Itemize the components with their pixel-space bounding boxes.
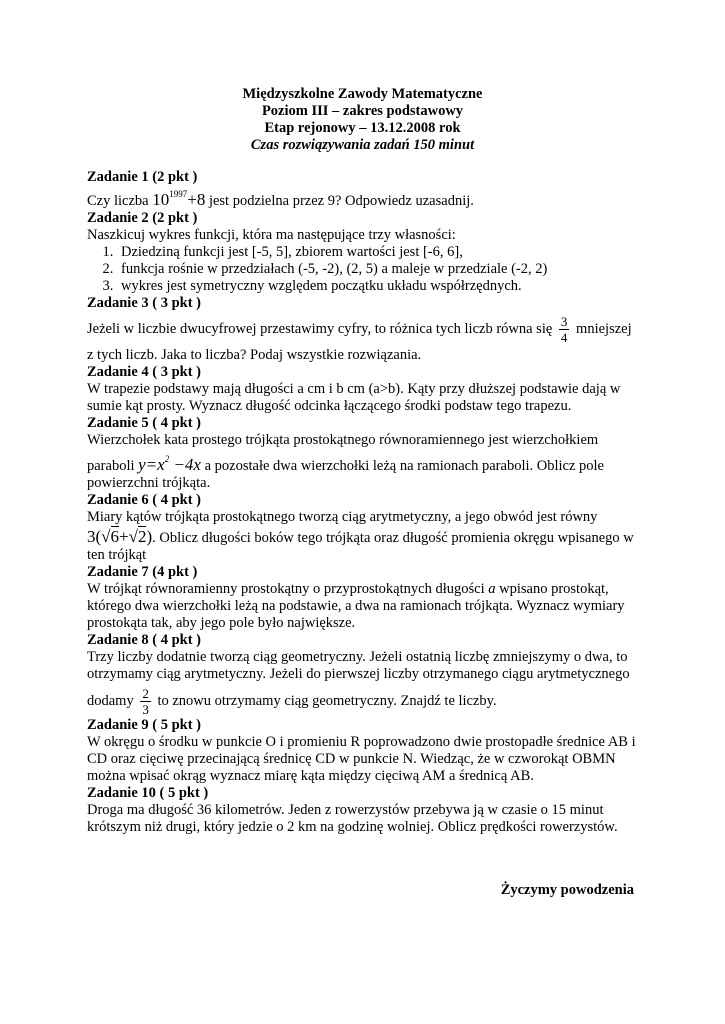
task-10-title: Zadanie 10 ( 5 pkt ) xyxy=(87,785,209,801)
task-5-post: a pozostałe dwa wierzchołki leżą na ramionach paraboli. Oblicz pole powierzchni trójkąta. xyxy=(87,458,604,491)
fraction-numerator: 2 xyxy=(142,686,149,701)
task-1-text xyxy=(87,186,647,210)
fraction xyxy=(559,314,570,345)
task-3-title: Zadanie 3 ( 3 pkt ) xyxy=(87,295,202,311)
task-3-post: mniejszej xyxy=(572,320,632,337)
fraction-denominator: 3 xyxy=(142,702,149,717)
formula-exponent: 1997 xyxy=(169,189,188,199)
formula-part: ) xyxy=(146,527,153,546)
task-1-title: Zadanie 1 (2 pkt ) xyxy=(87,169,198,185)
task-7-pre: W trójkąt równoramienny prostokątny o przyprostokątnych długości xyxy=(87,581,489,597)
task-5-pre: paraboli xyxy=(87,458,139,474)
task-6-post: . Oblicz długości boków tego trójkąta oraz długość promienia okręgu wpisanego w ten trójkąt xyxy=(87,530,634,563)
task-4-text: W trapezie podstawy mają długości a cm i b cm (a>b). Kąty przy dłuższej podstawie dają w sumie kąt prosty. Wyznacz długość odcinka łączącego środki podstaw tego trapezu. xyxy=(87,381,621,414)
list-item: 3. wykres jest symetryczny względem początku układu współrzędnych. xyxy=(117,278,647,295)
task-2-list xyxy=(87,244,647,295)
task-6-formula: 3(√6+√2) xyxy=(87,527,153,546)
task-5-formula xyxy=(138,455,201,474)
task-5-line1: Wierzchołek kata prostego trójkąta prostokątnego równoramiennego jest wierzchołkiem xyxy=(87,432,599,448)
task-8-line xyxy=(87,686,647,717)
task-1-pre: Czy liczba xyxy=(87,193,153,209)
task-3-pre: Jeżeli w liczbie dwucyfrowej przestawimy cyfry, to różnica tych liczb równa się xyxy=(87,320,556,337)
fraction-numerator: 3 xyxy=(560,314,568,329)
task-2-text: Naszkicuj wykres funkcji, która ma następujące trzy własności: xyxy=(87,227,456,243)
task-6-text xyxy=(87,528,647,564)
task-7-variable: a xyxy=(488,581,496,597)
task-1-formula xyxy=(152,190,205,209)
tasks xyxy=(87,169,647,836)
fraction-denominator: 4 xyxy=(560,330,568,345)
task-6-title: Zadanie 6 ( 4 pkt ) xyxy=(87,492,202,508)
formula-exponent: 2 xyxy=(164,454,170,464)
formula-base: 10 xyxy=(152,190,170,209)
header-time: Czas rozwiązywania zadań 150 minut xyxy=(250,137,475,153)
formula-plus: + xyxy=(119,527,129,546)
list-item: 1. Dziedziną funkcji jest [-5, 5], zbiorem wartości jest [-6, 6], xyxy=(117,244,647,261)
task-1-post: jest podzielna przez 9? Odpowiedz uzasadnij. xyxy=(205,193,474,209)
task-10-text: Droga ma długość 36 kilometrów. Jeden z rowerzystów przebywa ją w czasie o 15 minut krótszym niż drugi, który jedzie o 2 km na godzinę wolniej. Oblicz prędkości rowerzystów. xyxy=(87,802,618,835)
formula-root: 6 xyxy=(110,527,120,546)
formula-root: 2 xyxy=(137,527,147,546)
header-title: Międzyszkolne Zawody Matematyczne xyxy=(242,86,483,102)
task-7-title: Zadanie 7 (4 pkt ) xyxy=(87,564,198,580)
formula-part: y=x xyxy=(138,455,165,474)
closing-wish: Życzymy powodzenia xyxy=(500,882,634,898)
task-8-title: Zadanie 8 ( 4 pkt ) xyxy=(87,632,202,648)
task-3-text xyxy=(87,314,647,345)
fraction xyxy=(140,686,151,717)
formula-plus: +8 xyxy=(187,190,206,209)
task-4-title: Zadanie 4 ( 3 pkt ) xyxy=(87,364,202,380)
task-8-post: to znowu otrzymamy ciąg geometryczny. Znajdź te liczby. xyxy=(153,692,497,709)
task-3-line2: z tych liczb. Jaka to liczba? Podaj wszystkie rozwiązania. xyxy=(87,347,422,363)
task-7-text xyxy=(87,581,647,632)
header-level: Poziom III – zakres podstawowy xyxy=(261,103,464,119)
task-6-line1: Miary kątów trójkąta prostokątnego tworzą ciąg arytmetyczny, a jego obwód jest równy xyxy=(87,509,598,525)
task-9-text: W okręgu o środku w punkcie O i promieniu R poprowadzono dwie prostopadłe średnice AB i CD oraz cięciwę przecinającą średnicę CD w punkcie N. Wiedząc, że w czworokąt OBMN można wpisać okrąg wyznacz miarę kąta między cięciwą AM a średnicą AB. xyxy=(87,734,636,784)
formula-part: −4x xyxy=(169,455,201,474)
task-2-title: Zadanie 2 (2 pkt ) xyxy=(87,210,198,226)
header-stage: Etap rejonowy – 13.12.2008 rok xyxy=(264,120,461,136)
task-8-pre: dodamy xyxy=(87,692,138,709)
list-item: 2. funkcja rośnie w przedziałach (-5, -2), (2, 5) a maleje w przedziale (-2, 2) xyxy=(117,261,647,278)
task-5-title: Zadanie 5 ( 4 pkt ) xyxy=(87,415,202,431)
task-7-post: wpisano prostokąt, którego dwa wierzchołki leżą na podstawie, a dwa na ramionach trójkąta. Wyznacz wymiary prostokąta tak, aby jego pole było największe. xyxy=(87,581,625,631)
task-5-text xyxy=(87,451,647,492)
document-header xyxy=(0,86,725,154)
task-9-title: Zadanie 9 ( 5 pkt ) xyxy=(87,717,202,733)
task-8-text: Trzy liczby dodatnie tworzą ciąg geometryczny. Jeżeli ostatnią liczbę zmniejszymy o dwa, to otrzymamy ciąg arytmetyczny. Jeżeli do pierwszej liczby otrzymanego ciągu arytmetycznego xyxy=(87,649,630,682)
formula-part: 3( xyxy=(87,527,102,546)
